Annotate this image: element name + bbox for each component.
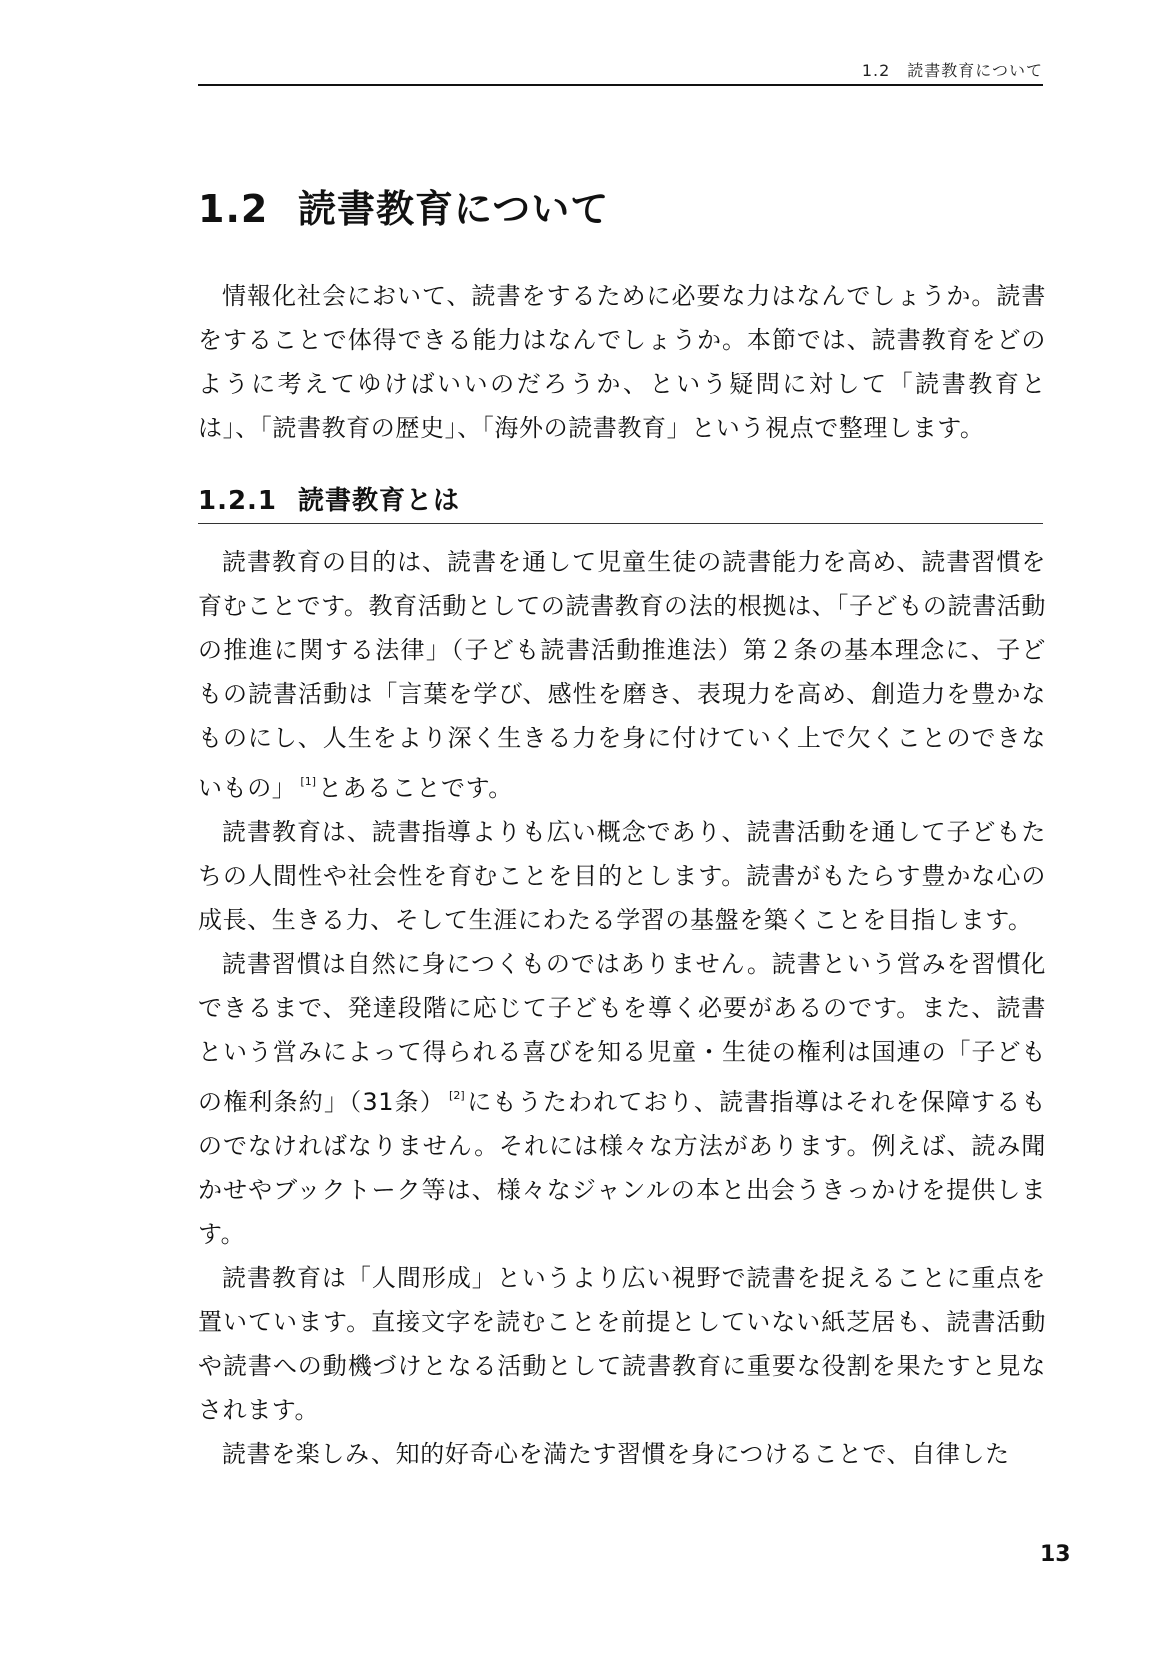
paragraph-1 xyxy=(198,540,1046,810)
subsection-title xyxy=(198,480,1043,524)
section-title-text: 読書教育について xyxy=(298,187,610,231)
paragraph-4: 読書教育は「人間形成」というより広い視野で読書を捉えることに重点を置いています。直接文字を読むことを前提としていない紙芝居も、読書活動や読書への動機づけとなる活動として読書教育に重要な役割を果たすと見なされます。 xyxy=(198,1264,1046,1424)
header-rule xyxy=(198,84,1043,86)
paragraph-2: 読書教育は、読書指導よりも広い概念であり、読書活動を通して子どもたちの人間性や社会性を育むことを目的とします。読書がもたらす豊かな心の成長、生きる力、そして生涯にわたる学習の基盤を築くことを目指します。 xyxy=(198,818,1046,934)
reference-marker-1: [1] xyxy=(300,775,316,788)
reference-marker-2: [2] xyxy=(449,1089,465,1102)
running-head: 1.2 読書教育について xyxy=(861,61,1043,80)
main-text xyxy=(198,540,1046,1476)
section-title xyxy=(198,178,609,233)
paragraph-1-text: 読書教育の目的は、読書を通して児童生徒の読書能力を高め、読書習慣を育むことです。教育活動としての読書教育の法的根拠は、「子どもの読書活動の推進に関する法律」（子ども読書活動推進法）第２条の基本理念に、子どもの読書活動は「言葉を学び、感性を磨き、表現力を高め、創造力を豊かなものにし、人生をより深く生きる力を身に付けていく上で欠くことのできないもの」 xyxy=(198,548,1046,802)
paragraph-3-tail: にもうたわれており、読書指導はそれを保障するものでなければなりません。それには様々な方法があります。例えば、読み聞かせやブックトーク等は、様々なジャンルの本と出会うきっかけを提供します。 xyxy=(198,1088,1046,1248)
page-number: 13 xyxy=(1040,1542,1071,1567)
paragraph-3-text: 読書習慣は自然に身につくものではありません。読書という営みを習慣化できるまで、発達段階に応じて子どもを導く必要があるのです。また、読書という営みによって得られる喜びを知る児童・生徒の権利は国連の「子どもの権利条約」（31条） xyxy=(198,950,1046,1116)
paragraph-3 xyxy=(198,942,1046,1256)
paragraph-5: 読書を楽しみ、知的好奇心を満たす習慣を身につけることで、自律した xyxy=(222,1440,1010,1468)
intro-paragraph: 情報化社会において、読書をするために必要な力はなんでしょうか。読書をすることで体得できる能力はなんでしょうか。本節では、読書教育をどのように考えてゆけばいいのだろうか、という疑問に対して「読書教育とは」、「読書教育の歴史」、「海外の読書教育」という視点で整理します。 xyxy=(198,282,1046,442)
subsection-title-text: 読書教育とは xyxy=(298,486,461,516)
subsection-number: 1.2.1 xyxy=(198,486,278,516)
paragraph-1-tail: とあることです。 xyxy=(318,774,513,802)
intro-text xyxy=(198,274,1046,450)
section-number: 1.2 xyxy=(198,187,269,231)
